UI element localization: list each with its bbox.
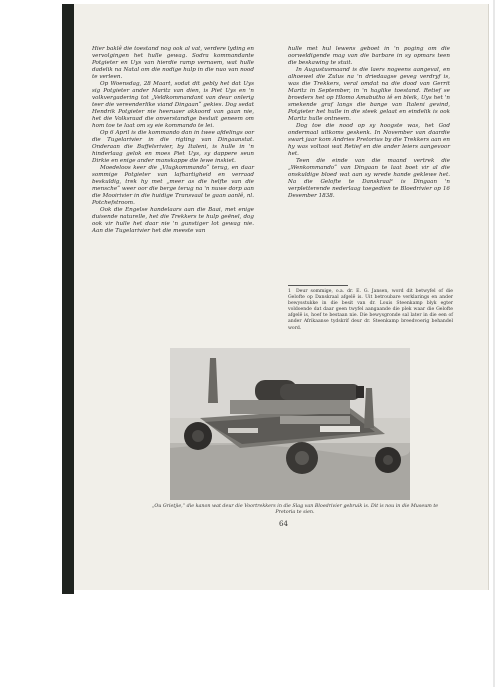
paragraph: Dog toe die nood op sy hoogste was, het God ondermaal uitkoms geskenk. In November van daardie swart jaar kom Andries Pretorius by die Trekkers aan en hy was voltooi wat Retief en die ander leiers aangevoor het. <box>288 123 450 158</box>
paragraph: Teen die einde van die maand vertrek die „Wenkommando“ van Dingaan te laat boet vir al die onskuldige bloed wat aan sy wrede hande geklewe het. Na die Gelofte te Danskraal¹ is Dingaan 'n verpletterende nederlaag toegedien te Bloedrivier op 16 Desember 1838. <box>288 158 450 200</box>
paragraph: Moedeloos keer die „Vlugkommando“ terug, en daar sommige Potgieter van lafhartigheid en verraad beskuldig, trek hy met „meer as die helfte van die mensche“ weer oor die berge terug na 'n nuwe dorp aan die Mooirivier in die huidige Transvaal te gaan aanlê, nl. Potchefstroom. <box>92 165 254 207</box>
paragraph: Op Woensdag, 28 Maart, sodat dit gebly het dat Uys sig Potgieter ander Maritz van dien, is Piet Uys en 'n volkvergadering tot „Veldkommandant van deur onlerig teer die vereenderlike viand Dingaan“ gekies. Dog sedat Hendrik Potgieter nie heeruaer akkoord van gaan nie, het die Volksraad die onverstandige besluit geneem om hom toe te laat om sy eie kommando te lei. <box>92 81 254 130</box>
paragraph: hulle met hul lewens geboet in 'n poging om die oorweldigende mag van die barbare in sy opmars teen die beskawing te stuit. <box>288 46 450 67</box>
photo-caption: „Ou Grietjie,“ die kanon wat deur die Voortrekkers in die Slag van Bloedrivier gebruik is. Dit is nou in die Museum te Pretoria te sien. <box>151 504 439 516</box>
left-text-column <box>92 46 254 235</box>
paragraph: Op 6 April is die kommando dan in twee afdelings oor die Tugelarivier in die rigting van Dingaanstat. Onderaan die Buffelsrivier, by Italeni, is hulle in 'n hinderlaag gelok en moes Piet Uys, sy dappere seun Dirkie en enige ander manskappe die lewe inskiet. <box>92 130 254 165</box>
paragraph: In Augustusmaand is die laers nogeens aangeval, en alhoewel die Zulus na 'n driedaagse geveg verdryf is, was die Trekkers, veral omdat na die dood van Gerrit Maritz in September, in 'n haglike toestand. Retief se broeders het op Hlomo Amabutho iê en bleik, Uys het 'n smekende graf langs die bange van Italeni gevind, Potgieter het hulle in die steek gelaat en eindelik is ook Maritz hulle ontneem. <box>288 67 450 123</box>
footnote <box>288 289 453 332</box>
footnote-number: 1 <box>288 289 291 294</box>
scan-edge <box>493 0 495 687</box>
cannon-illustration <box>170 348 410 500</box>
right-text-column <box>288 46 450 200</box>
paragraph: Hier baklê die toestand nog ook al vat, verdere lyding en vervolgingen het hulle gewag. Sodra kommandante Potgieter en Uys van hierdie ramp vernaem, wat hulle dadelik na Natal om die nodige hulp in die nuo van nood te verleen. <box>92 46 254 81</box>
cannon-photograph <box>170 348 410 500</box>
paragraph: Ook die Engelse handelaars aan die Baai, met enige duisende naturelle, het die Trekkers te hulp geënel, dog ook vir hulle het daar nie 'n gunstiger lot gewag nie. Aan die Tugelarivier het die meeste van <box>92 207 254 235</box>
footnote-text: Deur sommige, o.a. dr. E. G. Jansen, word dit betwyfel of die Gelofte op Danskraal afgelê is. Uit betroubare verklarings en ander bewysstukke in die besit van dr. Louis Steenkamp blyk egter voldoende dat daar geen twyfel aangaande die plek waar die Gelofte afgelê is, hoef te bestaan nie. Die bewysgronde sal later in die een of ander Afrikaanse tydskrif deur dr. Steenkamp breedvoerig behandel word. <box>288 289 453 331</box>
book-binding <box>62 4 74 594</box>
page-number: 64 <box>279 520 288 528</box>
footnote-rule <box>288 285 348 286</box>
